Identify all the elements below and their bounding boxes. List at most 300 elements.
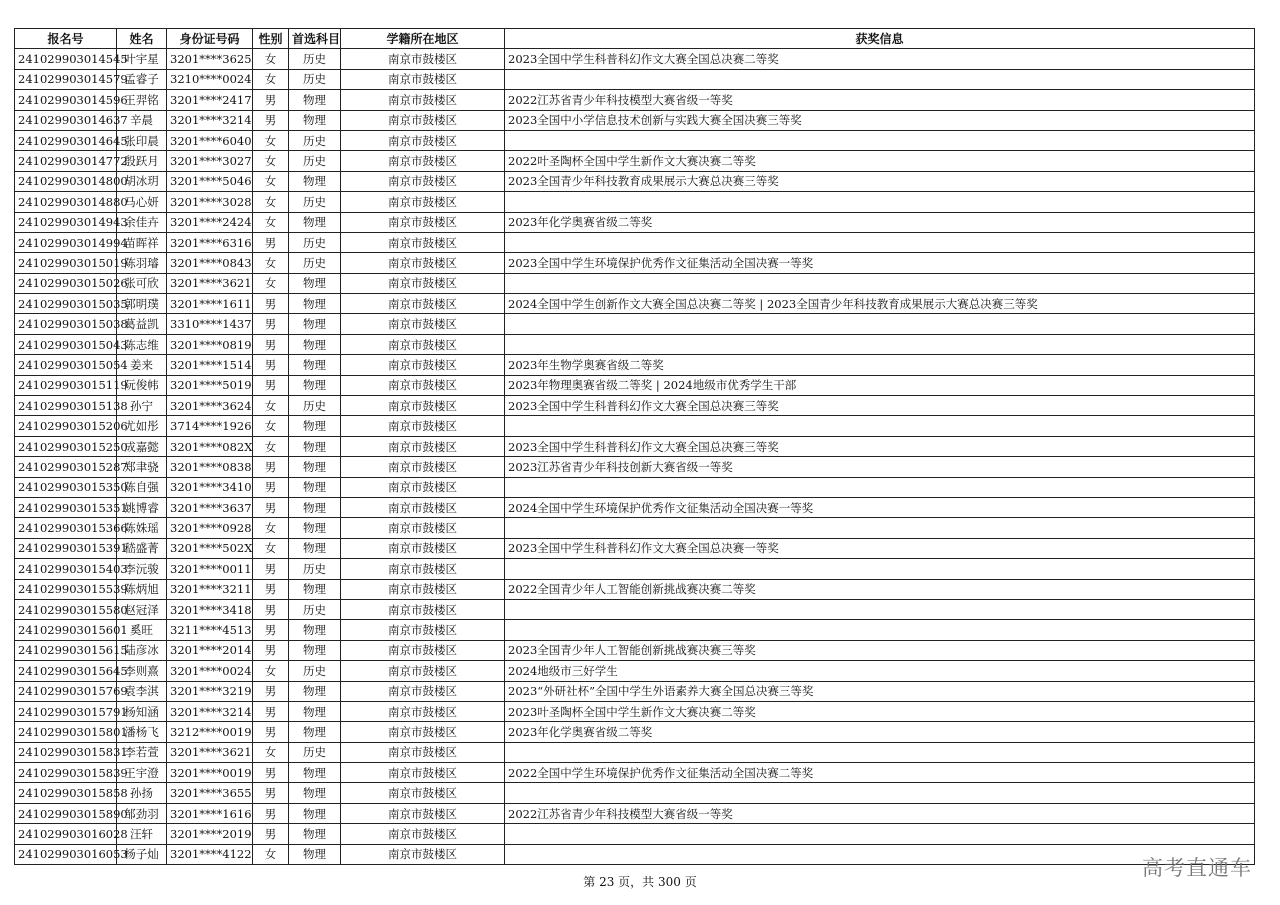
cell-registration-no: 241029903015890 — [15, 803, 117, 823]
cell-primary-subject: 物理 — [289, 844, 341, 864]
cell-id-number: 3201****2424 — [167, 212, 253, 232]
cell-name: 邹劲羽 — [117, 803, 167, 823]
cell-registration-no: 241029903015351 — [15, 497, 117, 517]
cell-region: 南京市鼓楼区 — [341, 253, 505, 273]
cell-registration-no: 241029903015645 — [15, 661, 117, 681]
table-row — [15, 803, 1255, 823]
cell-registration-no: 241029903014596 — [15, 90, 117, 110]
table-row — [15, 192, 1255, 212]
table-row — [15, 273, 1255, 293]
cell-name: 葛益凯 — [117, 314, 167, 334]
table-row — [15, 90, 1255, 110]
cell-region: 南京市鼓楼区 — [341, 783, 505, 803]
table-row — [15, 661, 1255, 681]
header-registration-no: 报名号 — [15, 29, 117, 49]
cell-registration-no: 241029903015119 — [15, 375, 117, 395]
table-row — [15, 232, 1255, 252]
cell-id-number: 3212****0019 — [167, 722, 253, 742]
cell-awards — [505, 783, 1255, 803]
cell-region: 南京市鼓楼区 — [341, 701, 505, 721]
table-header-row — [15, 29, 1255, 49]
cell-gender: 女 — [253, 171, 289, 191]
cell-region: 南京市鼓楼区 — [341, 640, 505, 660]
cell-region: 南京市鼓楼区 — [341, 334, 505, 354]
cell-id-number: 3201****0843 — [167, 253, 253, 273]
cell-name: 李沅骏 — [117, 559, 167, 579]
cell-name: 张可欣 — [117, 273, 167, 293]
table-row — [15, 396, 1255, 416]
table-row — [15, 844, 1255, 864]
table-row — [15, 681, 1255, 701]
cell-gender: 女 — [253, 273, 289, 293]
cell-awards: 2022叶圣陶杯全国中学生新作文大赛决赛二等奖 — [505, 151, 1255, 171]
table-row — [15, 742, 1255, 762]
table-row — [15, 620, 1255, 640]
cell-primary-subject: 物理 — [289, 294, 341, 314]
cell-name: 潘杨飞 — [117, 722, 167, 742]
table-row — [15, 599, 1255, 619]
table-row — [15, 334, 1255, 354]
cell-region: 南京市鼓楼区 — [341, 90, 505, 110]
cell-awards: 2023年生物学奥赛省级二等奖 — [505, 355, 1255, 375]
cell-region: 南京市鼓楼区 — [341, 396, 505, 416]
cell-region: 南京市鼓楼区 — [341, 742, 505, 762]
cell-id-number: 3201****3655 — [167, 783, 253, 803]
cell-gender: 女 — [253, 151, 289, 171]
cell-registration-no: 241029903015580 — [15, 599, 117, 619]
cell-primary-subject: 物理 — [289, 273, 341, 293]
cell-awards: 2023全国中学生科普科幻作文大赛全国总决赛三等奖 — [505, 396, 1255, 416]
cell-gender: 男 — [253, 640, 289, 660]
cell-awards — [505, 518, 1255, 538]
table-row — [15, 416, 1255, 436]
cell-name: 王宇澄 — [117, 763, 167, 783]
cell-id-number: 3310****1437 — [167, 314, 253, 334]
cell-id-number: 3201****3621 — [167, 273, 253, 293]
cell-region: 南京市鼓楼区 — [341, 559, 505, 579]
header-region: 学籍所在地区 — [341, 29, 505, 49]
cell-gender: 男 — [253, 355, 289, 375]
cell-region: 南京市鼓楼区 — [341, 620, 505, 640]
watermark-logo-text: 高考直通车 — [1142, 856, 1252, 880]
cell-name: 汪轩 — [117, 824, 167, 844]
cell-primary-subject: 物理 — [289, 783, 341, 803]
cell-primary-subject: 物理 — [289, 722, 341, 742]
cell-gender: 男 — [253, 701, 289, 721]
cell-id-number: 3201****0019 — [167, 763, 253, 783]
cell-name: 阮俊帏 — [117, 375, 167, 395]
cell-registration-no: 241029903015831 — [15, 742, 117, 762]
cell-gender: 女 — [253, 742, 289, 762]
cell-region: 南京市鼓楼区 — [341, 171, 505, 191]
cell-registration-no: 241029903015615 — [15, 640, 117, 660]
cell-id-number: 3201****3214 — [167, 701, 253, 721]
cell-registration-no: 241029903015250 — [15, 436, 117, 456]
cell-gender: 女 — [253, 212, 289, 232]
cell-registration-no: 241029903014645 — [15, 130, 117, 150]
cell-id-number: 3201****0024 — [167, 661, 253, 681]
cell-awards: 2024全国中学生创新作文大赛全国总决赛二等奖 | 2023全国青少年科技教育成果展示大赛总决赛三等奖 — [505, 294, 1255, 314]
cell-region: 南京市鼓楼区 — [341, 49, 505, 69]
cell-awards: 2022全国中学生环境保护优秀作文征集活动全国决赛二等奖 — [505, 763, 1255, 783]
cell-gender: 女 — [253, 661, 289, 681]
header-gender: 性别 — [253, 29, 289, 49]
header-id-number: 身份证号码 — [167, 29, 253, 49]
cell-name: 张印晨 — [117, 130, 167, 150]
cell-registration-no: 241029903015350 — [15, 477, 117, 497]
table-row — [15, 518, 1255, 538]
cell-region: 南京市鼓楼区 — [341, 579, 505, 599]
table-row — [15, 763, 1255, 783]
cell-awards — [505, 477, 1255, 497]
cell-name: 孟睿子 — [117, 69, 167, 89]
cell-registration-no: 241029903015601 — [15, 620, 117, 640]
cell-awards — [505, 314, 1255, 334]
cell-name: 姜来 — [117, 355, 167, 375]
cell-gender: 男 — [253, 110, 289, 130]
cell-name: 赵冠泽 — [117, 599, 167, 619]
table-row — [15, 314, 1255, 334]
cell-awards: 2023年化学奥赛省级二等奖 — [505, 212, 1255, 232]
cell-region: 南京市鼓楼区 — [341, 497, 505, 517]
cell-primary-subject: 物理 — [289, 436, 341, 456]
cell-region: 南京市鼓楼区 — [341, 518, 505, 538]
cell-id-number: 3201****1611 — [167, 294, 253, 314]
cell-name: 奚旺 — [117, 620, 167, 640]
table-row — [15, 375, 1255, 395]
cell-gender: 女 — [253, 130, 289, 150]
cell-name: 嵇盛菁 — [117, 538, 167, 558]
cell-awards: 2023年化学奥赛省级二等奖 — [505, 722, 1255, 742]
cell-gender: 男 — [253, 783, 289, 803]
cell-awards: 2023全国中学生科普科幻作文大赛全国总决赛二等奖 — [505, 49, 1255, 69]
cell-id-number: 3201****0838 — [167, 457, 253, 477]
cell-awards — [505, 599, 1255, 619]
cell-primary-subject: 历史 — [289, 559, 341, 579]
cell-gender: 男 — [253, 599, 289, 619]
table-row — [15, 212, 1255, 232]
cell-name: 胡冰玥 — [117, 171, 167, 191]
cell-awards — [505, 742, 1255, 762]
table-row — [15, 294, 1255, 314]
cell-primary-subject: 物理 — [289, 477, 341, 497]
cell-registration-no: 241029903015539 — [15, 579, 117, 599]
cell-gender: 男 — [253, 681, 289, 701]
cell-registration-no: 241029903016028 — [15, 824, 117, 844]
cell-region: 南京市鼓楼区 — [341, 457, 505, 477]
cell-id-number: 3201****6316 — [167, 232, 253, 252]
cell-primary-subject: 历史 — [289, 232, 341, 252]
cell-registration-no: 241029903016053 — [15, 844, 117, 864]
cell-primary-subject: 物理 — [289, 763, 341, 783]
cell-region: 南京市鼓楼区 — [341, 538, 505, 558]
cell-primary-subject: 历史 — [289, 661, 341, 681]
cell-primary-subject: 历史 — [289, 599, 341, 619]
cell-region: 南京市鼓楼区 — [341, 151, 505, 171]
cell-id-number: 3201****3028 — [167, 192, 253, 212]
cell-registration-no: 241029903015403 — [15, 559, 117, 579]
table-row — [15, 151, 1255, 171]
cell-name: 余佳卉 — [117, 212, 167, 232]
cell-primary-subject: 历史 — [289, 49, 341, 69]
table-row — [15, 171, 1255, 191]
cell-region: 南京市鼓楼区 — [341, 681, 505, 701]
cell-region: 南京市鼓楼区 — [341, 824, 505, 844]
cell-awards: 2024地级市三好学生 — [505, 661, 1255, 681]
cell-gender: 男 — [253, 620, 289, 640]
table-row — [15, 130, 1255, 150]
table-row — [15, 69, 1255, 89]
cell-registration-no: 241029903015054 — [15, 355, 117, 375]
cell-primary-subject: 物理 — [289, 803, 341, 823]
cell-region: 南京市鼓楼区 — [341, 375, 505, 395]
cell-registration-no: 241029903015043 — [15, 334, 117, 354]
cell-gender: 男 — [253, 294, 289, 314]
cell-id-number: 3201****6040 — [167, 130, 253, 150]
cell-primary-subject: 历史 — [289, 742, 341, 762]
header-primary-subject: 首选科目 — [289, 29, 341, 49]
cell-primary-subject: 物理 — [289, 538, 341, 558]
cell-name: 苗晖祥 — [117, 232, 167, 252]
cell-primary-subject: 历史 — [289, 396, 341, 416]
cell-registration-no: 241029903015839 — [15, 763, 117, 783]
cell-gender: 女 — [253, 844, 289, 864]
cell-gender: 女 — [253, 538, 289, 558]
cell-id-number: 3201****502X — [167, 538, 253, 558]
cell-gender: 女 — [253, 192, 289, 212]
cell-id-number: 3201****3624 — [167, 396, 253, 416]
cell-awards: 2024全国中学生环境保护优秀作文征集活动全国决赛一等奖 — [505, 497, 1255, 517]
cell-awards: 2022江苏省青少年科技模型大赛省级一等奖 — [505, 90, 1255, 110]
cell-awards — [505, 416, 1255, 436]
cell-awards — [505, 273, 1255, 293]
admission-list-table — [14, 28, 1255, 865]
table-row — [15, 559, 1255, 579]
table-row — [15, 824, 1255, 844]
cell-region: 南京市鼓楼区 — [341, 763, 505, 783]
cell-awards: 2023全国中小学信息技术创新与实践大赛全国决赛三等奖 — [505, 110, 1255, 130]
cell-name: 陈羽璿 — [117, 253, 167, 273]
cell-gender: 男 — [253, 763, 289, 783]
cell-primary-subject: 物理 — [289, 497, 341, 517]
cell-gender: 男 — [253, 457, 289, 477]
cell-registration-no: 241029903015769 — [15, 681, 117, 701]
cell-region: 南京市鼓楼区 — [341, 803, 505, 823]
cell-name: 陈自强 — [117, 477, 167, 497]
cell-registration-no: 241029903015366 — [15, 518, 117, 538]
cell-primary-subject: 历史 — [289, 192, 341, 212]
cell-primary-subject: 历史 — [289, 151, 341, 171]
cell-name: 姚博睿 — [117, 497, 167, 517]
cell-name: 郑聿骁 — [117, 457, 167, 477]
cell-primary-subject: 物理 — [289, 375, 341, 395]
cell-registration-no: 241029903015038 — [15, 314, 117, 334]
cell-registration-no: 241029903015801 — [15, 722, 117, 742]
table-body — [15, 49, 1255, 865]
cell-id-number: 3201****0011 — [167, 559, 253, 579]
cell-gender: 女 — [253, 518, 289, 538]
cell-awards: 2023全国中学生科普科幻作文大赛全国总决赛三等奖 — [505, 436, 1255, 456]
cell-registration-no: 241029903015019 — [15, 253, 117, 273]
cell-gender: 女 — [253, 253, 289, 273]
table-row — [15, 477, 1255, 497]
cell-gender: 男 — [253, 722, 289, 742]
cell-id-number: 3201****3637 — [167, 497, 253, 517]
cell-id-number: 3201****4122 — [167, 844, 253, 864]
cell-id-number: 3714****1926 — [167, 416, 253, 436]
cell-primary-subject: 物理 — [289, 824, 341, 844]
cell-region: 南京市鼓楼区 — [341, 416, 505, 436]
cell-region: 南京市鼓楼区 — [341, 722, 505, 742]
cell-name: 马心妍 — [117, 192, 167, 212]
cell-primary-subject: 历史 — [289, 130, 341, 150]
cell-awards — [505, 69, 1255, 89]
cell-name: 李则熹 — [117, 661, 167, 681]
cell-gender: 男 — [253, 477, 289, 497]
cell-primary-subject: 物理 — [289, 457, 341, 477]
cell-awards — [505, 192, 1255, 212]
cell-name: 郭明璞 — [117, 294, 167, 314]
cell-primary-subject: 物理 — [289, 355, 341, 375]
cell-awards — [505, 559, 1255, 579]
cell-gender: 女 — [253, 49, 289, 69]
cell-id-number: 3201****0928 — [167, 518, 253, 538]
cell-awards — [505, 130, 1255, 150]
table-row — [15, 640, 1255, 660]
cell-id-number: 3201****3219 — [167, 681, 253, 701]
cell-awards: 2023全国中学生科普科幻作文大赛全国总决赛一等奖 — [505, 538, 1255, 558]
cell-awards — [505, 334, 1255, 354]
cell-primary-subject: 历史 — [289, 69, 341, 89]
cell-primary-subject: 历史 — [289, 253, 341, 273]
cell-name: 辛晨 — [117, 110, 167, 130]
cell-registration-no: 241029903014579 — [15, 69, 117, 89]
table-row — [15, 497, 1255, 517]
cell-registration-no: 241029903015206 — [15, 416, 117, 436]
cell-id-number: 3201****5019 — [167, 375, 253, 395]
cell-gender: 女 — [253, 396, 289, 416]
table-row — [15, 538, 1255, 558]
cell-primary-subject: 物理 — [289, 314, 341, 334]
cell-gender: 男 — [253, 375, 289, 395]
cell-gender: 男 — [253, 314, 289, 334]
cell-id-number: 3201****1514 — [167, 355, 253, 375]
cell-gender: 女 — [253, 436, 289, 456]
cell-id-number: 3201****3410 — [167, 477, 253, 497]
cell-name: 陆彦冰 — [117, 640, 167, 660]
cell-id-number: 3201****3214 — [167, 110, 253, 130]
cell-primary-subject: 物理 — [289, 681, 341, 701]
cell-id-number: 3201****3418 — [167, 599, 253, 619]
cell-name: 杨子灿 — [117, 844, 167, 864]
cell-region: 南京市鼓楼区 — [341, 192, 505, 212]
cell-primary-subject: 物理 — [289, 416, 341, 436]
cell-region: 南京市鼓楼区 — [341, 130, 505, 150]
page-number: 第 23 页，共 300 页 — [583, 875, 697, 889]
cell-registration-no: 241029903014637 — [15, 110, 117, 130]
cell-gender: 男 — [253, 824, 289, 844]
cell-registration-no: 241029903015287 — [15, 457, 117, 477]
cell-awards: 2023全国青少年科技教育成果展示大赛总决赛三等奖 — [505, 171, 1255, 191]
cell-name: 王羿铭 — [117, 90, 167, 110]
table-row — [15, 722, 1255, 742]
cell-awards — [505, 232, 1255, 252]
cell-region: 南京市鼓楼区 — [341, 844, 505, 864]
cell-gender: 男 — [253, 232, 289, 252]
cell-id-number: 3201****2417 — [167, 90, 253, 110]
header-name: 姓名 — [117, 29, 167, 49]
cell-region: 南京市鼓楼区 — [341, 212, 505, 232]
header-awards: 获奖信息 — [505, 29, 1255, 49]
cell-gender: 男 — [253, 90, 289, 110]
cell-registration-no: 241029903014880 — [15, 192, 117, 212]
cell-gender: 女 — [253, 69, 289, 89]
cell-gender: 男 — [253, 497, 289, 517]
cell-awards — [505, 824, 1255, 844]
cell-region: 南京市鼓楼区 — [341, 110, 505, 130]
cell-id-number: 3201****3211 — [167, 579, 253, 599]
cell-id-number: 3201****0819 — [167, 334, 253, 354]
cell-name: 陈志维 — [117, 334, 167, 354]
cell-registration-no: 241029903015138 — [15, 396, 117, 416]
cell-registration-no: 241029903015391 — [15, 538, 117, 558]
table-row — [15, 436, 1255, 456]
cell-registration-no: 241029903015858 — [15, 783, 117, 803]
table-row — [15, 783, 1255, 803]
cell-registration-no: 241029903015026 — [15, 273, 117, 293]
cell-awards: 2023“外研社杯”全国中学生外语素养大赛全国总决赛三等奖 — [505, 681, 1255, 701]
cell-awards: 2022江苏省青少年科技模型大赛省级一等奖 — [505, 803, 1255, 823]
cell-name: 叶宇星 — [117, 49, 167, 69]
cell-primary-subject: 物理 — [289, 579, 341, 599]
cell-id-number: 3201****3625 — [167, 49, 253, 69]
cell-region: 南京市鼓楼区 — [341, 314, 505, 334]
cell-id-number: 3201****082X — [167, 436, 253, 456]
cell-name: 成嘉懿 — [117, 436, 167, 456]
cell-registration-no: 241029903015035 — [15, 294, 117, 314]
cell-gender: 男 — [253, 559, 289, 579]
cell-gender: 女 — [253, 416, 289, 436]
cell-awards: 2023江苏省青少年科技创新大赛省级一等奖 — [505, 457, 1255, 477]
cell-id-number: 3210****0024 — [167, 69, 253, 89]
cell-region: 南京市鼓楼区 — [341, 599, 505, 619]
cell-awards: 2023全国青少年人工智能创新挑战赛决赛三等奖 — [505, 640, 1255, 660]
cell-name: 李若萱 — [117, 742, 167, 762]
cell-registration-no: 241029903014994 — [15, 232, 117, 252]
cell-registration-no: 241029903014800 — [15, 171, 117, 191]
cell-region: 南京市鼓楼区 — [341, 69, 505, 89]
cell-awards: 2023叶圣陶杯全国中学生新作文大赛决赛二等奖 — [505, 701, 1255, 721]
table-row — [15, 579, 1255, 599]
cell-region: 南京市鼓楼区 — [341, 436, 505, 456]
cell-region: 南京市鼓楼区 — [341, 355, 505, 375]
cell-awards — [505, 620, 1255, 640]
cell-primary-subject: 物理 — [289, 518, 341, 538]
cell-primary-subject: 物理 — [289, 334, 341, 354]
table-row — [15, 457, 1255, 477]
cell-name: 陈炳旭 — [117, 579, 167, 599]
cell-primary-subject: 物理 — [289, 110, 341, 130]
cell-primary-subject: 物理 — [289, 90, 341, 110]
cell-registration-no: 241029903015791 — [15, 701, 117, 721]
table-row — [15, 49, 1255, 69]
cell-primary-subject: 物理 — [289, 620, 341, 640]
cell-id-number: 3201****3621 — [167, 742, 253, 762]
cell-name: 孙宁 — [117, 396, 167, 416]
cell-primary-subject: 物理 — [289, 701, 341, 721]
cell-name: 尤如彤 — [117, 416, 167, 436]
cell-region: 南京市鼓楼区 — [341, 294, 505, 314]
